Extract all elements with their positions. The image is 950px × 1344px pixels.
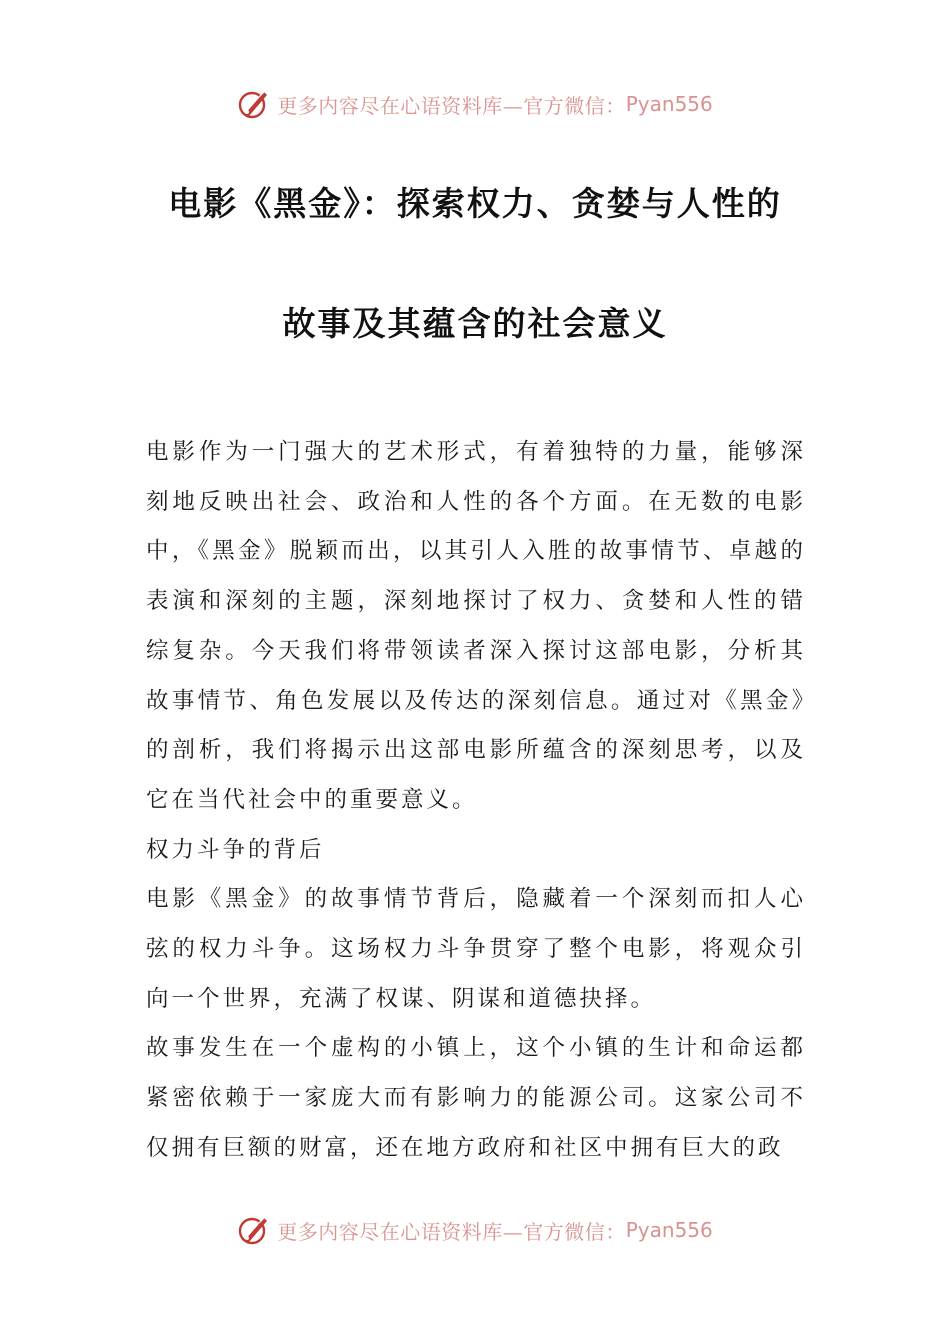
banner-wechat-id: Pyan556 (625, 92, 713, 116)
section-heading: 权力斗争的背后 (146, 836, 325, 863)
banner-wechat-id: Pyan556 (625, 1218, 713, 1242)
paragraph-story-setting: 故事发生在一个虚构的小镇上，这个小镇的生计和命运都紧密依赖于一家庞大而有影响力的能源公司。这家公司不仅拥有巨额的财富，还在地方政府和社区中拥有巨大的政 (146, 1035, 806, 1161)
footer-watermark-banner (0, 1210, 950, 1250)
quill-logo-icon (237, 87, 271, 121)
document-title-line-1: 电影《黑金》：探索权力、贪婪与人性的 (168, 184, 782, 223)
document-title-line-2: 故事及其蕴含的社会意义 (282, 304, 668, 343)
header-watermark-banner (0, 84, 950, 124)
banner-text: 更多内容尽在心语资料库—官方微信： (277, 93, 626, 118)
quill-logo-icon (237, 1213, 271, 1247)
document-body (146, 428, 806, 1174)
banner-text: 更多内容尽在心语资料库—官方微信： (277, 1219, 626, 1244)
paragraph-intro: 电影作为一门强大的艺术形式，有着独特的力量，能够深刻地反映出社会、政治和人性的各个方面。在无数的电影中，《黑金》脱颖而出，以其引人入胜的故事情节、卓越的表演和深刻的主题，深刻地探讨了权力、贪婪和人性的错综复杂。今天我们将带领读者深入探讨这部电影，分析其故事情节、角色发展以及传达的深刻信息。通过对《黑金》的剖析，我们将揭示出这部电影所蕴含的深刻思考，以及它在当代社会中的重要意义。 (146, 439, 806, 813)
paragraph-power-struggle: 电影《黑金》的故事情节背后，隐藏着一个深刻而扣人心弦的权力斗争。这场权力斗争贯穿了整个电影，将观众引向一个世界，充满了权谋、阴谋和道德抉择。 (146, 886, 806, 1012)
